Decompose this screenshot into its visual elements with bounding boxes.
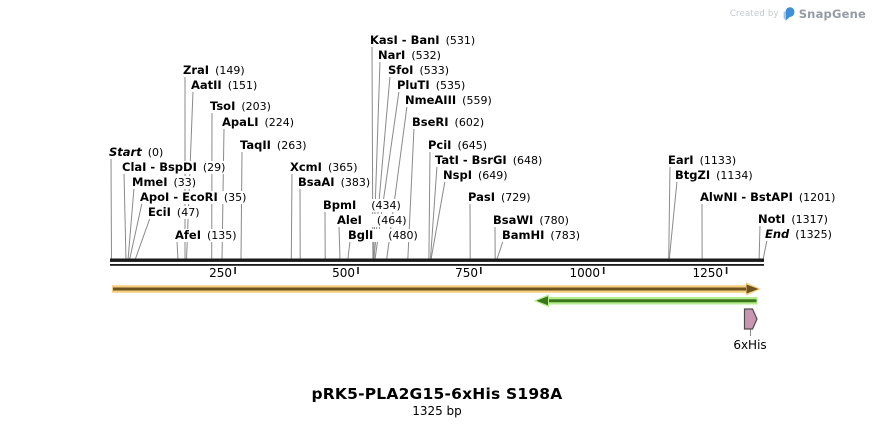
- feature-6xhis-marker[interactable]: [745, 309, 758, 336]
- site-label-bpmi[interactable]: BpmI (434): [323, 198, 401, 212]
- site-label-aatii[interactable]: AatII (151): [191, 78, 258, 92]
- site-label-pcii[interactable]: PciI (645): [428, 138, 488, 152]
- site-label-apoi-ecori[interactable]: ApoI - EcoRI (35): [140, 190, 247, 204]
- snapgene-brand-text: SnapGene: [798, 7, 866, 21]
- feature-6xhis-label[interactable]: 6xHis: [733, 338, 767, 352]
- created-by-text: Created by: [729, 9, 779, 19]
- site-label-pasi[interactable]: PasI (729): [468, 190, 531, 204]
- site-label-pluti[interactable]: PluTI (535): [397, 78, 466, 92]
- site-label-noti[interactable]: NotI (1317): [758, 212, 828, 226]
- ruler-label-750: 750: [455, 266, 478, 280]
- site-label-bseri[interactable]: BseRI (602): [412, 115, 485, 129]
- site-label-xcmi[interactable]: XcmI (365): [290, 160, 358, 174]
- site-label-end[interactable]: End (1325): [765, 227, 832, 241]
- orf-arrow-forward[interactable]: [112, 283, 761, 296]
- site-label-bamhi[interactable]: BamHI (783): [502, 228, 581, 242]
- site-label-alei[interactable]: AleI (464): [337, 213, 407, 227]
- site-label-mmei[interactable]: MmeI (33): [132, 175, 197, 189]
- site-label-bgli[interactable]: BglI (480): [348, 228, 418, 242]
- site-label-btgzi[interactable]: BtgZI (1134): [675, 168, 753, 182]
- map-length: 1325 bp: [412, 404, 462, 418]
- ruler-label-500: 500: [332, 266, 355, 280]
- ruler-label-250: 250: [209, 266, 232, 280]
- ruler-tick-marks: [234, 267, 727, 274]
- site-label-bsawi[interactable]: BsaWI (780): [493, 213, 569, 227]
- ruler-label-1250: 1250: [692, 266, 723, 280]
- site-label-apali[interactable]: ApaLI (224): [222, 115, 295, 129]
- site-label-alwni-bstapi[interactable]: AlwNI - BstAPI (1201): [700, 190, 836, 204]
- site-label-start[interactable]: Start (0): [109, 145, 164, 159]
- site-label-ecii[interactable]: EciI (47): [148, 205, 200, 219]
- site-label-clai-bspdi[interactable]: ClaI - BspDI (29): [122, 160, 226, 174]
- site-label-kasi-bani[interactable]: KasI - BanI (531): [370, 33, 476, 47]
- map-backbone-line: [110, 259, 764, 266]
- site-label-taqii[interactable]: TaqII (263): [240, 138, 307, 152]
- site-label-nari[interactable]: NarI (532): [378, 48, 441, 62]
- title-block: [237, 385, 637, 418]
- site-label-eari[interactable]: EarI (1133): [668, 153, 737, 167]
- map-title: pRK5-PLA2G15-6xHis S198A: [311, 385, 563, 403]
- site-label-nmeaiii[interactable]: NmeAIII (559): [405, 93, 492, 107]
- site-label-bsaai[interactable]: BsaAI (383): [298, 175, 371, 189]
- orf-arrow-reverse[interactable]: [534, 294, 758, 307]
- site-label-zrai[interactable]: ZraI (149): [183, 63, 245, 77]
- site-label-tsoi[interactable]: TsoI (203): [210, 99, 271, 113]
- site-label-tati-bsrgi[interactable]: TatI - BsrGI (648): [435, 153, 543, 167]
- ruler-label-1000: 1000: [569, 266, 600, 280]
- site-label-sfoi[interactable]: SfoI (533): [388, 63, 450, 77]
- site-label-nspi[interactable]: NspI (649): [443, 168, 508, 182]
- site-label-afei[interactable]: AfeI (135): [175, 228, 237, 242]
